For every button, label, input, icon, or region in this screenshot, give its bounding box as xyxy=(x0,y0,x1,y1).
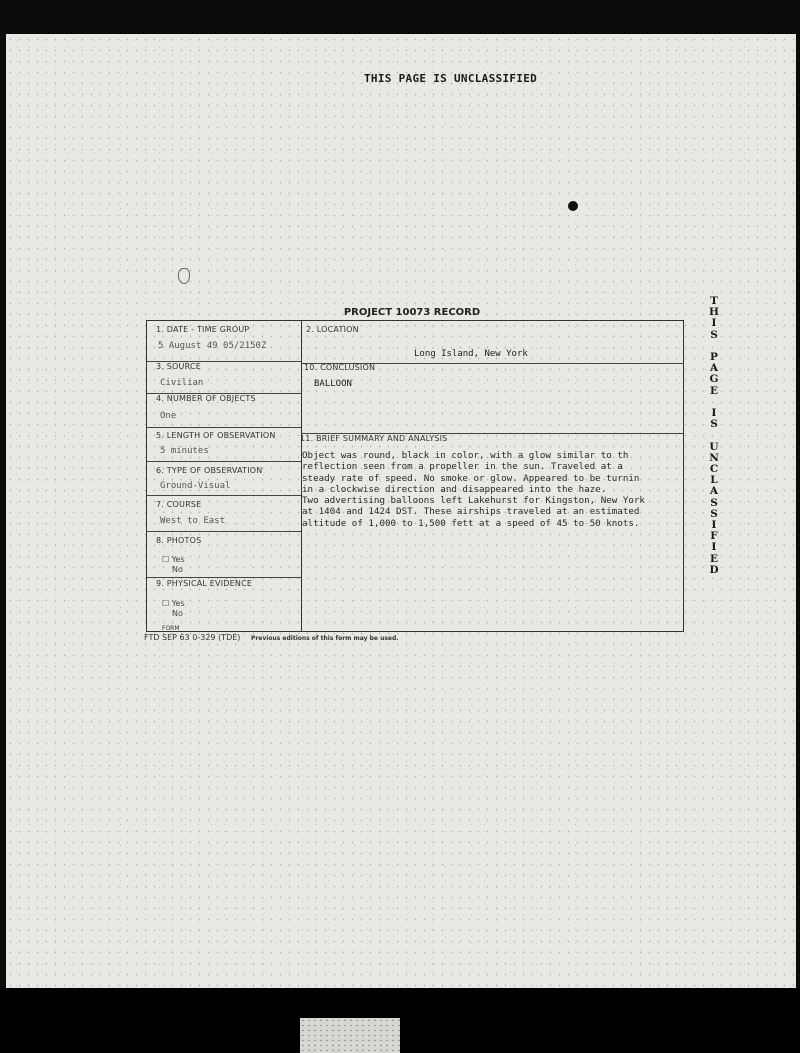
side-stamp-letter: I xyxy=(711,317,717,330)
length-of-observation-label: 5. LENGTH OF OBSERVATION xyxy=(156,431,276,440)
course-label: 7. COURSE xyxy=(156,500,202,509)
side-stamp-letter: A xyxy=(709,362,719,375)
scan-border-bottom xyxy=(0,988,800,1053)
photos-no-option: No xyxy=(172,565,183,574)
photos-label: 8. PHOTOS xyxy=(156,536,202,545)
ink-smudge xyxy=(178,268,190,284)
side-classification-stamp xyxy=(705,296,723,576)
project-record-form xyxy=(138,303,686,641)
summary-line: Object was round, black in color, with a glow similar to th xyxy=(302,450,629,461)
summary-line: at 1404 and 1424 DST. These airships traveled at an estimated xyxy=(302,506,640,518)
side-stamp-letter: G xyxy=(709,373,719,386)
photos-yes-label: Yes xyxy=(171,555,185,564)
row-divider xyxy=(147,531,301,532)
location-label: 2. LOCATION xyxy=(306,325,359,334)
summary-line: steady rate of speed. No smoke or glow. Appeared to be turnin xyxy=(302,472,640,484)
date-time-value: 5 August 49 05/2150Z xyxy=(158,341,267,351)
source-label: 3. SOURCE xyxy=(156,362,202,371)
side-stamp-letter: T xyxy=(710,295,718,307)
form-note: Previous editions of this form may be used. xyxy=(250,635,399,642)
side-stamp-letter: E xyxy=(709,384,718,397)
location-value: Long Island, New York xyxy=(414,349,528,359)
classification-header: THIS PAGE IS UNCLASSIFIED xyxy=(364,72,538,85)
side-stamp-letter: S xyxy=(710,328,718,341)
side-stamp-letter: I xyxy=(711,519,717,532)
summary-line: reflection seen from a propeller in the sun. Traveled at a xyxy=(302,461,623,473)
side-stamp-letter: H xyxy=(709,306,719,319)
form-title: PROJECT 10073 RECORD xyxy=(343,307,481,318)
form-footer xyxy=(144,625,399,642)
conclusion-value: BALLOON xyxy=(314,379,352,389)
summary-line: Two advertising balloons left Lakehurst for Kingston, New York xyxy=(302,495,645,507)
type-of-observation-value: Ground-Visual xyxy=(160,481,231,491)
side-stamp-letter: D xyxy=(709,563,719,576)
side-stamp-letter: N xyxy=(709,451,719,464)
side-stamp-letter: S xyxy=(710,496,718,509)
side-stamp-letter: L xyxy=(710,474,718,487)
course-value: West to East xyxy=(160,516,226,526)
scan-patch xyxy=(300,1018,400,1053)
physical-evidence-no-option: No xyxy=(172,609,183,618)
date-time-label: 1. DATE - TIME GROUP xyxy=(156,325,250,334)
ink-dot xyxy=(568,201,578,211)
physical-evidence-yes-label: Yes xyxy=(171,599,185,608)
summary-line: altitude of 1,000 to 1,500 fett at a speed of 45 to 50 knots. xyxy=(302,517,640,529)
side-stamp-letter: A xyxy=(709,485,719,498)
photos-yes-checkbox: ☐ Yes xyxy=(162,555,185,564)
type-of-observation-label: 6. TYPE OF OBSERVATION xyxy=(156,466,263,475)
side-stamp-letter: F xyxy=(710,530,718,543)
form-label: FORM xyxy=(162,625,180,632)
side-stamp-letter: S xyxy=(710,418,718,431)
side-stamp-letter: C xyxy=(709,463,719,475)
number-of-objects-value: One xyxy=(160,411,177,421)
brief-summary-text xyxy=(302,450,674,529)
side-stamp-letter: I xyxy=(711,541,717,554)
row-divider xyxy=(147,495,301,496)
row-divider xyxy=(147,461,301,462)
row-divider xyxy=(147,427,301,428)
physical-evidence-yes-checkbox: ☐ Yes xyxy=(162,599,185,608)
side-stamp-letter: I xyxy=(711,407,717,419)
side-stamp-letter: S xyxy=(710,507,718,520)
form-id: FTD SEP 63 0-329 (TDE) xyxy=(144,633,241,642)
conclusion-label: 10. CONCLUSION xyxy=(304,363,376,372)
side-stamp-letter: U xyxy=(709,440,719,453)
side-stamp-letters xyxy=(705,296,723,576)
length-of-observation-value: 5 minutes xyxy=(160,446,209,456)
side-stamp-letter: P xyxy=(710,351,718,363)
number-of-objects-label: 4. NUMBER OF OBJECTS xyxy=(156,394,256,403)
brief-summary-label: 11. BRIEF SUMMARY AND ANALYSIS xyxy=(300,434,448,443)
side-stamp-letter: E xyxy=(709,552,718,565)
source-value: Civilian xyxy=(160,378,204,388)
row-divider xyxy=(147,577,301,578)
summary-line: in a clockwise direction and disappeared into the haze. xyxy=(302,483,607,495)
physical-evidence-label: 9. PHYSICAL EVIDENCE xyxy=(156,579,253,588)
